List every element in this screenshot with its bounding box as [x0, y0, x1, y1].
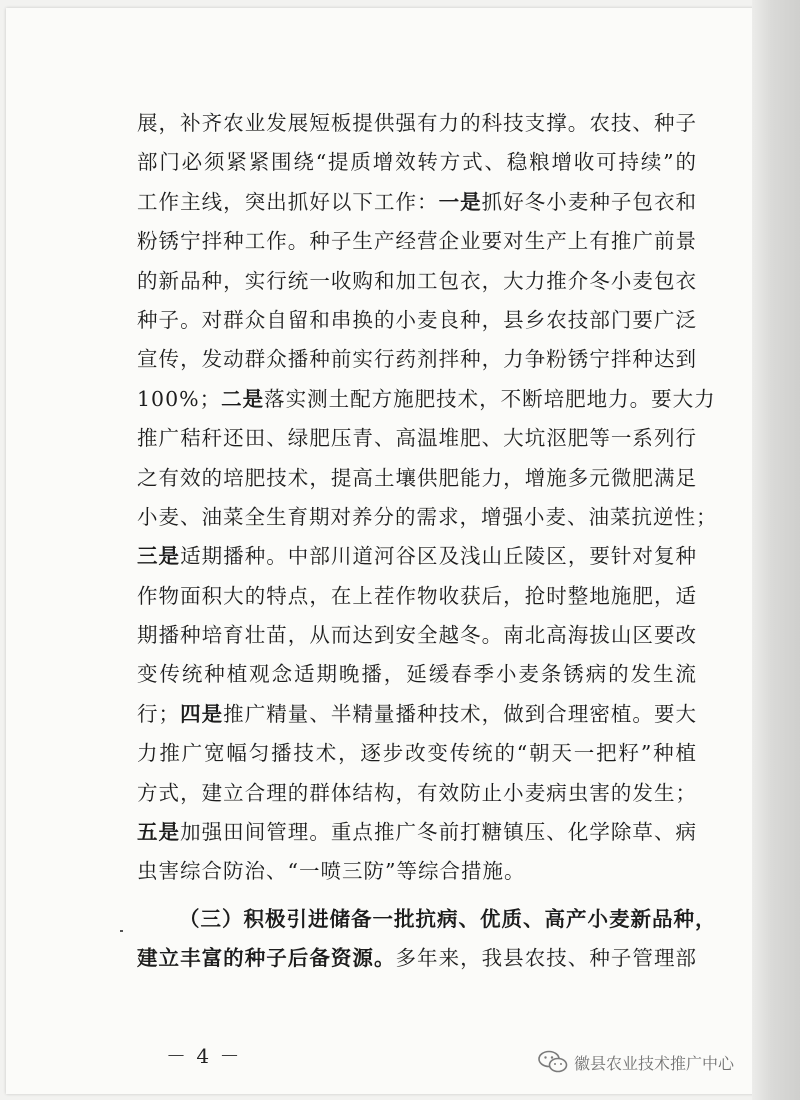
text-segment: 之有效的培肥技术，提高土壤供肥能力，增施多元微肥满足 — [137, 465, 697, 490]
text-line — [137, 616, 697, 655]
section-gap — [137, 892, 697, 900]
page-number: － 4 － — [166, 1044, 242, 1068]
text-line — [137, 143, 697, 182]
bold-text-segment: 五是 — [137, 820, 181, 845]
text-segment: 部门必须紧紧围绕“提质增效转方式、稳粮增收可持续”的 — [137, 150, 697, 175]
text-segment: 变传统种植观念适期晚播，延缓春季小麦条锈病的发生流 — [137, 662, 697, 687]
text-line — [137, 459, 697, 498]
text-line — [137, 183, 697, 222]
text-segment: 加强田间管理。重点推广冬前打糖镇压、化学除草、病 — [180, 820, 698, 845]
text-line — [137, 813, 697, 852]
watermark-text: 徽县农业技术推广中心 — [574, 1053, 735, 1073]
text-segment: 力推广宽幅匀播技术，逐步改变传统的“朝天一把籽”种植 — [137, 741, 697, 766]
bold-text-segment: 四是 — [180, 701, 224, 726]
text-line — [137, 301, 697, 340]
text-segment: 方式，建立合理的群体结构，有效防止小麦病虫害的发生； — [137, 780, 697, 805]
text-segment: 种子。对群众自留和串换的小麦良种，县乡农技部门要广泛 — [137, 307, 697, 332]
document-body — [137, 104, 718, 979]
text-line — [137, 852, 697, 891]
text-segment: 的新品种，实行统一收购和加工包衣，大力推介冬小麦包衣 — [137, 268, 697, 293]
text-line — [137, 900, 717, 939]
text-segment: 抓好冬小麦种子包衣和 — [481, 189, 698, 214]
text-segment: 推广精量、半精量播种技术，做到合理密植。要大 — [223, 701, 698, 726]
watermark — [538, 1050, 734, 1074]
wechat-icon — [538, 1050, 568, 1074]
text-line — [137, 104, 697, 143]
text-line — [137, 734, 697, 773]
bold-text-segment: 三是 — [137, 544, 181, 569]
text-line — [137, 498, 718, 537]
text-line — [137, 695, 697, 734]
text-segment: 多年来，我县农技、种子管理部 — [395, 946, 698, 971]
bold-text-segment: 建立丰富的种子后备资源。 — [137, 946, 396, 971]
text-segment: 宣传，发动群众播种前实行药剂拌种，力争粉锈宁拌种达到 — [137, 347, 697, 372]
text-line — [137, 262, 697, 301]
text-line — [137, 419, 697, 458]
text-segment: 虫害综合防治、“一喷三防”等综合措施。 — [137, 859, 526, 884]
text-line — [137, 774, 697, 813]
bold-text-segment: 一是 — [438, 189, 482, 214]
text-segment: 行； — [137, 701, 181, 726]
text-line — [137, 655, 697, 694]
text-segment: 推广秸秆还田、绿肥压青、高温堆肥、大坑沤肥等一系列行 — [137, 426, 697, 451]
text-segment: 100%； — [137, 386, 222, 411]
text-segment: 小麦、油菜全生育期对养分的需求，增强小麦、油菜抗逆性； — [137, 504, 718, 529]
text-segment: 展，补齐农业发展短板提供强有力的科技支撑。农技、种子 — [137, 111, 697, 135]
text-segment: 作物面积大的特点，在上茬作物收获后，抢时整地施肥，适 — [137, 583, 697, 608]
bold-text-segment: 二是 — [221, 386, 265, 411]
scan-edge-shadow — [752, 0, 800, 1100]
text-line — [137, 340, 697, 379]
text-line — [137, 537, 697, 576]
text-segment: 期播种培育壮苗，从而达到安全越冬。南北高海拔山区要改 — [137, 623, 697, 648]
text-line — [137, 222, 697, 261]
text-segment: 粉锈宁拌种工作。种子生产经营企业要对生产上有推广前景 — [137, 229, 697, 254]
text-line — [137, 380, 716, 419]
text-line — [137, 939, 697, 978]
text-segment: 适期播种。中部川道河谷区及浅山丘陵区，要针对复种 — [180, 544, 698, 569]
bold-text-segment: （三）积极引进储备一批抗病、优质、高产小麦新品种， — [179, 906, 717, 931]
text-segment: 落实测土配方施肥技术，不断培肥地力。要大力 — [264, 386, 716, 411]
text-segment: 工作主线，突出抓好以下工作： — [137, 189, 439, 214]
text-line — [137, 577, 697, 616]
scan-speck — [120, 930, 123, 932]
